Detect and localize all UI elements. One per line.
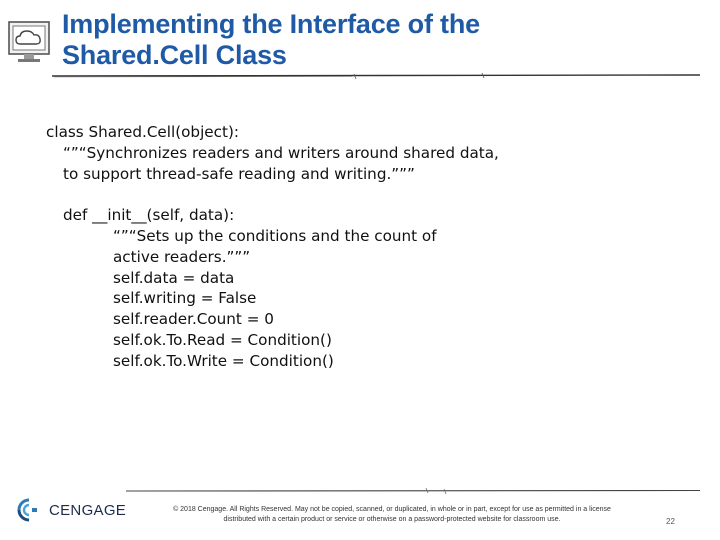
- cloud-computer-icon: [6, 18, 54, 66]
- cengage-logo-icon: [16, 497, 42, 523]
- code-line: def __init__(self, data):: [63, 206, 235, 225]
- code-line: self.reader.Count = 0: [113, 310, 274, 329]
- code-line: self.ok.To.Write = Condition(): [113, 351, 334, 370]
- page-number: 22: [666, 517, 675, 526]
- code-line: self.data = data: [113, 268, 235, 287]
- code-line: “”“Synchronizes readers and writers around shared data,: [63, 143, 499, 162]
- code-blank-line: [46, 184, 499, 205]
- copyright-line-2: distributed with a certain product or service or otherwise on a password-protected website for classroom use.: [223, 516, 561, 523]
- code-line: self.ok.To.Read = Condition(): [113, 330, 332, 349]
- page-title: [62, 9, 702, 71]
- code-line: active readers.”””: [113, 247, 251, 266]
- copyright-notice: [128, 505, 656, 525]
- logo-text: CENGAGE: [49, 501, 127, 519]
- copyright-line-1: © 2018 Cengage. All Rights Reserved. May not be copied, scanned, or duplicated, in whole or in part, except for use as permitted in a license: [173, 506, 611, 513]
- title-line-2: Shared.Cell Class: [62, 40, 287, 70]
- code-line: to support thread-safe reading and writing.”””: [63, 164, 415, 183]
- code-block: [46, 122, 499, 372]
- code-line: self.writing = False: [113, 289, 257, 308]
- code-line: “”“Sets up the conditions and the count of: [113, 226, 437, 245]
- code-line: class Shared.Cell(object):: [46, 123, 239, 141]
- title-line-1: Implementing the Interface of the: [62, 9, 480, 39]
- title-divider: [52, 70, 702, 82]
- footer-divider: [126, 486, 702, 496]
- cengage-logo: [16, 497, 126, 523]
